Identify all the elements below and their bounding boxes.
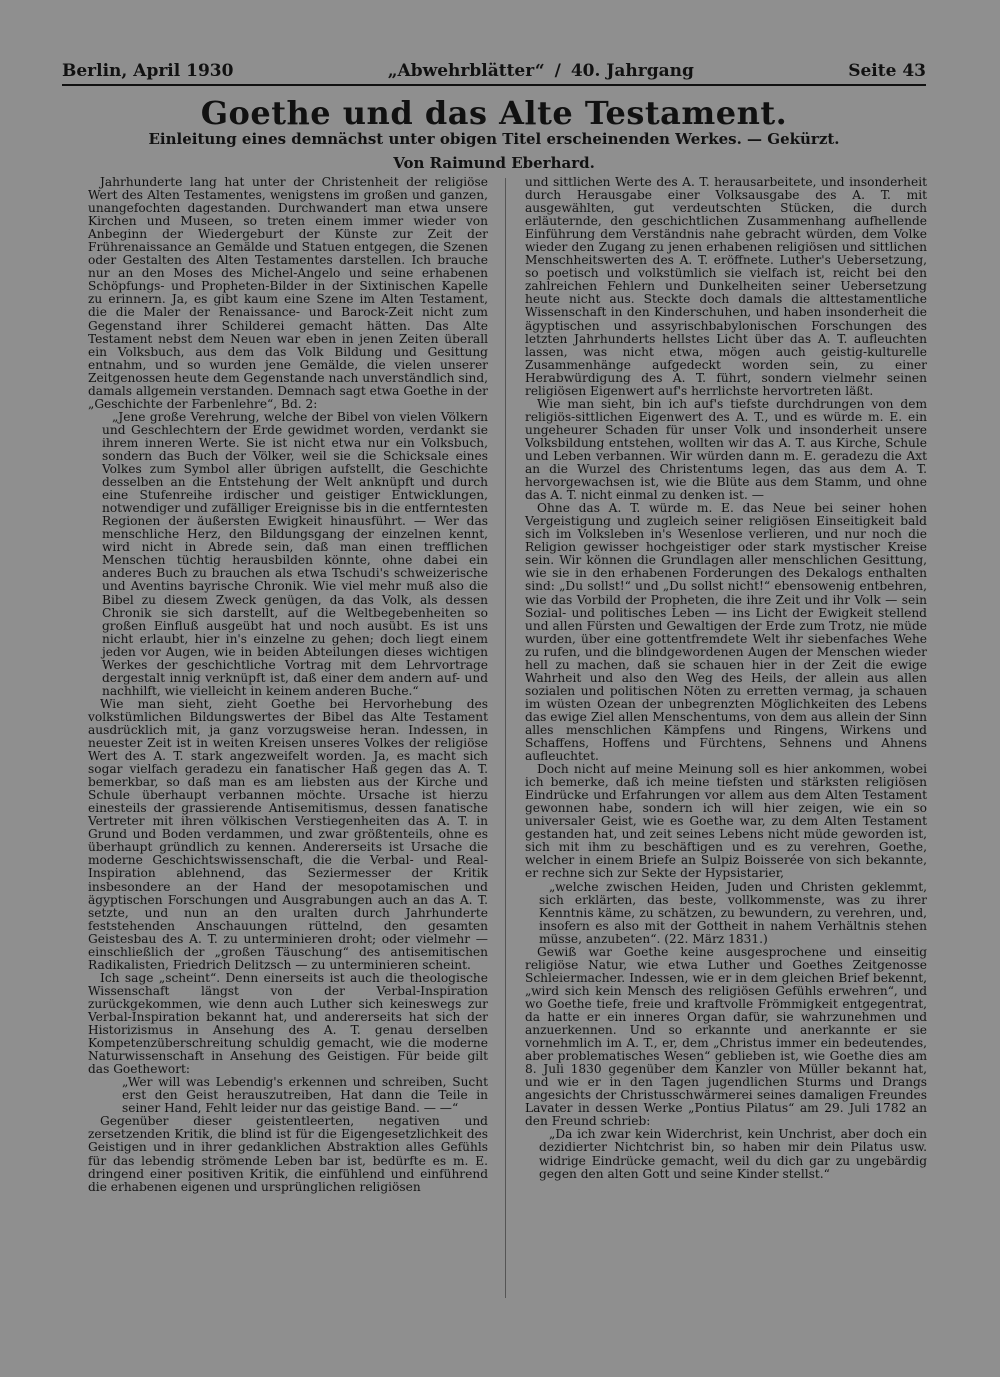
paragraph: Doch nicht auf meine Meinung soll es hier ankommen, wobei ich bemerke, daß ich meine tiefsten und stärksten religiösen Eindrücke und Erfahrungen vor allem aus dem Alten Testament gewonnen habe, sondern ich will hier zeigen, wie ein so universaler Geist, wie es Goethe war, zu dem Alten Testament gestanden hat, und zeit seines Lebens nicht müde geworden ist, sich mit ihm zu beschäftigen und es zu verehren, Goethe, welcher in einem Briefe an Sulpiz Boisserée von sich bekannte, er rechne sich zur Sekte der Hypsistarier, [525,762,927,881]
quote-paragraph: „Jene große Verehrung, welche der Bibel von vielen Völkern und Geschlechtern der Erde gewidmet worden, verdankt sie ihrem inneren Werte. Sie ist nicht etwa nur ein Volksbuch, sondern das Buch der Völker, weil sie die Schicksale eines Volkes zum Symbol aller übrigen aufstellt, die Geschichte desselben an die Entstehung der Welt anknüpft und durch eine Stufenreihe irdischer und geistiger Entwicklungen, notwendiger und zufälliger Ereignisse bis in die entferntesten Regionen der äußersten Ewigkeit hinausführt. — Wer das menschliche Herz, den Bildungsgang der einzelnen kennt, wird nicht in Abrede sein, daß man einen trefflichen Menschen tüchtig herausbilden könnte, ohne dabei ein anderes Buch zu brauchen als etwa Tschudi's schweizerische und Aventins bayrische Chronik. Wie viel mehr muß also die Bibel zu diesem Zweck genügen, da das Volk, als dessen Chronik sie sich darstellt, auf die Weltbegebenheiten so großen Einfluß ausgeübt hat und noch ausübt. Es ist uns nicht erlaubt, hier in's einzelne zu gehen; doch liegt einem jeden vor Augen, wie in beiden Abteilungen dieses wichtigen Werkes der geschichtliche Vortrag mit dem Lehrvortrage dergestalt innig verknüpft ist, daß einer dem andern auf- und nachhilft, wie vielleicht in keinem anderen Buche.“ [102,409,488,698]
quote-paragraph: „Da ich zwar kein Widerchrist, kein Unchrist, aber doch ein dezidierter Nichtchrist bin, so haben mir dein Pilatus usw. widrige Eindrücke gemacht, weil du dich gar zu ungebärdig gegen den alten Gott und seine Kinder stellst.“ [539,1127,927,1181]
header-page-number: Seite 43 [848,61,926,81]
verse-quote: „Wer will was Lebendig's erkennen und schreiben, Sucht erst den Geist herauszutreiben, Hat dann die Teile in seiner Hand, Fehlt leider nur das geistige Band. — —“ [122,1075,488,1116]
article-subtitle: Einleitung eines demnächst unter obigen Titel erscheinenden Werkes. — Gekürzt. [148,130,840,148]
paragraph: Ohne das A. T. würde m. E. das Neue bei seiner hohen Vergeistigung und zugleich seiner religiösen Einseitigkeit bald sich im Volksleben in's Wesenlose verlieren, und nur noch die Religion gewisser hochgeistiger oder stark mystischer Kreise sein. Wir können die Grundlagen aller menschlichen Gesittung, wie sie in den erhabenen Forderungen des Dekalogs enthalten sind: „Du sollst!“ und „Du sollst nicht!“ ebensowenig entbehren, wie das Vorbild der Propheten, die ihre Zeit und ihr Volk — sein Sozial- und politisches Leben — ins Licht der Ewigkeit stellend und allen Fürsten und Gewaltigen der Erde zum Trotz, nie müde wurden, über eine gottentfremdete Welt ihr siebenfaches Wehe zu rufen, und die blindgewordenen Augen der Menschen wieder hell zu machen, daß sie schauen hier in der Zeit die ewige Wahrheit und also den Weg des Heils, der allein aus allen sozialen und politischen Nöten zu erretten vermag, ja schauen im wüsten Ozean der unbegrenzten Möglichkeiten des Lebens das ewige Ziel allen Menschentums, von dem aus allein der Sinn alles menschlichen Kämpfens und Ringens, Wirkens und Schaffens, Hoffens und Fürchtens, Sehnens und Ahnens aufleuchtet. [525,501,927,764]
header-volume: 40. Jahrgang [570,61,694,81]
header-rule [62,84,926,86]
paragraph: und sittlichen Werte des A. T. herausarbeitete, und insonderheit durch Herausgabe einer Volksausgabe des A. T. mit ausgewählten, gut verdeutschten Stücken, die durch erläuternde, den geschichtlichen Zusammenhang aufhellende Einführung dem Verständnis nahe gebracht würden, dem Volke wieder den Zugang zu jenen erhabenen religiösen und sittlichen Menschheitswerten des A. T. eröffnete. Luther's Uebersetzung, so poetisch und volkstümlich sie vielfach ist, reicht bei den zahlreichen Fehlern und Dunkelheiten seiner Uebersetzung heute nicht aus. Steckte doch damals die alttestamentliche Wissenschaft in den Kinderschuhen, und haben insonderheit die ägyptischen und assyrischbabylonischen Forschungen des letzten Jahrhunderts hellstes Licht über das A. T. aufleuchten lassen, was nicht etwa, mögen auch geistig-kulturelle Zusammenhänge aufgedeckt worden sein, zu einer Herabwürdigung des A. T. führt, sondern vielmehr seinen religiösen Eigenwert auf's herrlichste hervortreten läßt. [525,175,927,398]
header-publication: „Abwehrblätter“ [387,61,545,81]
paragraph: Jahrhunderte lang hat unter der Christenheit der religiöse Wert des Alten Testamentes, wenigstens im großen und ganzen, unangefochten dagestanden. Durchwandert man etwa unsere Kirchen und Museen, so treten einem immer wieder von Anbeginn der Wiedergeburt der Künste zur Zeit der Frührenaissance an Gemälde und Statuen entgegen, die Szenen oder Gestalten des Alten Testamentes darstellen. Ich brauche nur an den Moses des Michel-Angelo und seine erhabenen Schöpfungs- und Propheten-Bilder in der Sixtinischen Kapelle zu erinnern. Ja, es gibt kaum eine Szene im Alten Testament, die die Maler der Renaissance- und Barock-Zeit nicht zum Gegenstand ihrer Schilderei gemacht hätten. Das Alte Testament nebst dem Neuen war eben in jenen Zeiten überall ein Volksbuch, aus dem das Volk Bildung und Gesittung entnahm, und so wurden jene Gemälde, die vielen unserer Zeitgenossen heute dem Gegenstande nach unverständlich sind, damals allgemein verstanden. Demnach sagt etwa Goethe in der „Geschichte der Farbenlehre“, Bd. 2: [88,175,488,411]
header-separator: / [554,61,561,81]
paragraph: Wie man sieht, bin ich auf's tiefste durchdrungen von dem religiös-sittlichen Eigenwert des A. T., und es würde m. E. ein ungeheurer Schaden für unser Volk und insonderheit unsere Volksbildung entstehen, wollten wir das A. T. aus Kirche, Schule und Leben verbannen. Wir würden dann m. E. geradezu die Axt an die Wurzel des Christentums legen, das aus dem A. T. hervorgewachsen ist, wie die Blüte aus dem Stamm, und ohne das A. T. nicht einmal zu denken ist. — [525,396,927,503]
left-column [88,176,488,1194]
article-byline: Von Raimund Eberhard. [393,154,595,172]
paragraph: Ich sage „scheint“. Denn einerseits ist auch die theologische Wissenschaft längst von der Verbal-Inspiration zurückgekommen, wie denn auch Luther sich keineswegs zur Verbal-Inspiration bekannt hat, und andererseits hat sich der Historizismus in Ansehung des A. T. genau derselben Kompetenzüberschreitung schuldig gemacht, wie die moderne Naturwissenschaft in Ansehung des Geistigen. Für beide gilt das Goethewort: [88,970,488,1077]
page-header [62,56,926,86]
header-center [388,61,694,81]
paragraph: Gegenüber dieser geistentleerten, negativen und zersetzenden Kritik, die blind ist für die Eigengesetzlichkeit des Geistigen und in ihrer gedanklichen Abstraktion alles Gefühls für das lebendig strömende Leben bar ist, bedürfte es m. E. dringend einer positiven Kritik, die einfühlend und einführend die erhabenen eigenen und ursprünglichen religiösen [88,1114,488,1194]
quote-paragraph: „welche zwischen Heiden, Juden und Christen geklemmt, sich erklärten, das beste, vollkommenste, was zu ihrer Kenntnis käme, zu schätzen, zu bewundern, zu verehren, und, insofern es also mit der Gottheit in nahem Verhältnis stehen müsse, anzubeten“. (22. März 1831.) [539,879,927,946]
article-title: Goethe und das Alte Testament. [200,94,788,132]
paragraph: Wie man sieht, zieht Goethe bei Hervorhebung des volkstümlichen Bildungswertes der Bibel das Alte Testament ausdrücklich mit, ja ganz vorzugsweise heran. Indessen, in neuester Zeit ist in weiten Kreisen unseres Volkes der religiöse Wert des A. T. stark angezweifelt worden. Ja, es macht sich sogar vielfach geradezu ein fanatischer Haß gegen das A. T. bemerkbar, so daß man es am liebsten aus der Kirche und Schule überhaupt verbannen möchte. Ursache ist hierzu einesteils der grassierende Antisemitismus, dessen fanatische Vertreter mit ihren völkischen Verstiegenheiten das A. T. in Grund und Boden verdammen, und zwar größtenteils, ohne es überhaupt gründlich zu kennen. Andererseits ist Ursache die moderne Geschichtswissenschaft, die die Verbal- und Real-Inspiration ablehnend, das Seziermesser der Kritik insbesondere an der Hand der mesopotamischen und ägyptischen Forschungen und Ausgrabungen auch an das A. T. setzte, und nun an den uralten durch Jahrhunderte feststehenden Anschauungen rüttelnd, den gesamten Geistesbau des A. T. zu unterminieren droht; oder vielmehr — einschließlich der „großen Täuschung“ des antisemitischen Radikalisten, Friedrich Delitzsch — zu unterminieren scheint. [88,696,488,972]
header-place-date: Berlin, April 1930 [62,61,234,81]
right-column [525,176,927,1181]
column-divider [505,178,506,1298]
paragraph: Gewiß war Goethe keine ausgesprochene und einseitig religiöse Natur, wie etwa Luther und Goethes Zeitgenosse Schleiermacher. Indessen, wie er in dem gleichen Brief bekennt, „wird sich kein Mensch des religiösen Gefühls erwehren“, und wo Goethe tiefe, freie und kraftvolle Frömmigkeit entgegentrat, da hatte er ein inneres Organ dafür, sie wahrzunehmen und anzuerkennen. Und so erkannte und anerkannte er sie vornehmlich im A. T., er, dem „Christus immer ein bedeutendes, aber problematisches Wesen“ geblieben ist, wie Goethe dies am 8. Juli 1830 gegenüber dem Kanzler von Müller bekannt hat, und wie er in den Tagen jugendlichen Sturms und Drangs angesichts der Christusschwärmerei seines damaligen Freundes Lavater in dessen Werke „Pontius Pilatus“ am 29. Juli 1782 an den Freund schrieb: [525,944,927,1129]
